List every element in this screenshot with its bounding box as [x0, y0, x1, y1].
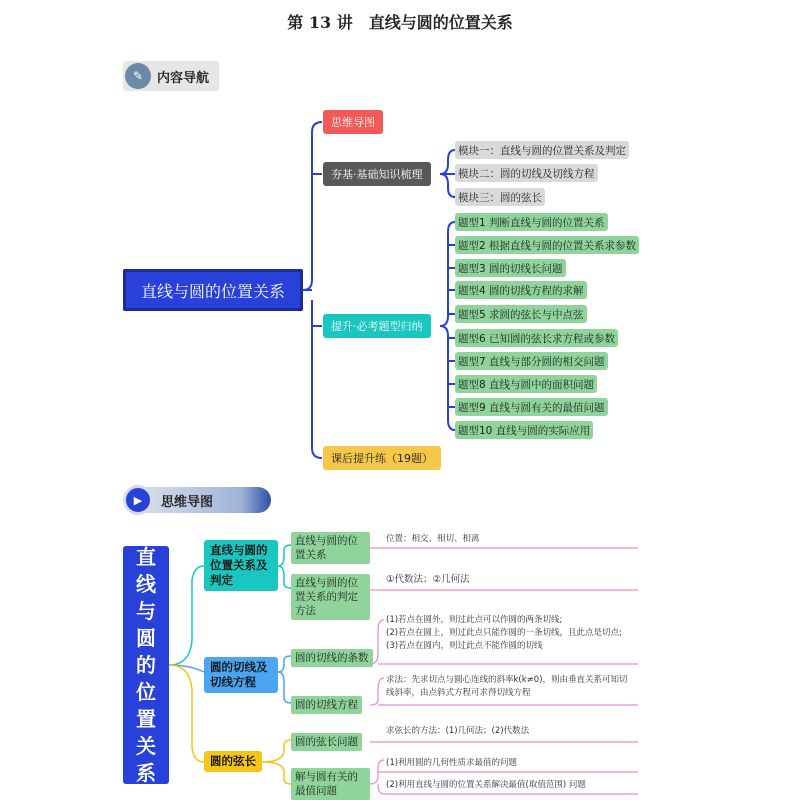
root-char: 关	[136, 733, 156, 758]
category-basics: 夯基·基础知识梳理	[323, 162, 431, 186]
subtopic-item: 直线与圆的位置关系	[291, 532, 370, 564]
type-item: 题型1 判断直线与圆的位置关系	[455, 213, 608, 231]
play-icon: ▶	[123, 485, 153, 515]
note-text: (1)若点在圆外，则过此点可以作圆的两条切线;	[386, 615, 563, 625]
type-item: 题型10 直线与圆的实际应用	[455, 421, 593, 439]
note-text: 线斜率，由点斜式方程可求得切线方程	[386, 688, 531, 698]
type-item: 题型7 直线与部分圆的相交问题	[455, 352, 608, 370]
note-text: (2)利用直线与圆的位置关系解决最值(取值范围) 问题	[386, 780, 586, 790]
note-text: ①代数法；②几何法	[386, 574, 470, 585]
type-item: 题型2 根据直线与圆的位置关系求参数	[455, 236, 639, 254]
type-item: 题型6 已知圆的弦长求方程或参数	[455, 329, 618, 347]
root-char: 的	[136, 652, 156, 677]
root-char: 位	[136, 679, 156, 704]
category-practice: 课后提升练（19题）	[323, 446, 441, 470]
note-text: 位置：相交、相切、相离	[386, 534, 480, 544]
root-char: 线	[136, 571, 156, 596]
root-char: 置	[136, 706, 156, 731]
branch-position-relation: 直线与圆的位置关系及判定	[204, 540, 278, 591]
mindmap-label: 思维导图	[161, 494, 214, 510]
content-nav-label: 内容导航	[157, 70, 210, 86]
subtopic-item: 直线与圆的位置关系的判定方法	[291, 574, 370, 620]
root-char: 与	[136, 598, 156, 623]
root-char: 圆	[136, 625, 156, 650]
note-text: (3)若点在圆内，则过此点不能作圆的切线	[386, 641, 543, 651]
note-text: 求法：先求切点与圆心连线的斜率k(k≠0)，则由垂直关系可知切	[386, 675, 628, 685]
root-char: 系	[136, 760, 156, 785]
category-mindmap: 思维导图	[323, 110, 383, 134]
category-types: 提升·必考题型归纳	[323, 314, 431, 338]
branch-chord: 圆的弦长	[204, 751, 262, 772]
module-item: 模块二：圆的切线及切线方程	[455, 164, 598, 182]
note-text: (1)利用圆的几何性质求最值的问题	[386, 758, 518, 768]
page-title: 第 13 讲 直线与圆的位置关系	[287, 13, 513, 32]
note-text: 求弦长的方法：(1)几何法；(2)代数法	[386, 726, 530, 736]
type-item: 题型8 直线与圆中的面积问题	[455, 375, 597, 393]
subtopic-item: 解与圆有关的最值问题	[291, 768, 370, 800]
tag-icon: ✎	[125, 63, 151, 89]
subtopic-item: 圆的弦长问题	[291, 733, 362, 751]
branch-tangent: 圆的切线及切线方程	[204, 657, 278, 693]
type-item: 题型5 求圆的弦长与中点弦	[455, 305, 587, 323]
module-item: 模块三：圆的弦长	[455, 188, 545, 206]
mindmap-root	[123, 546, 169, 784]
module-item: 模块一：直线与圆的位置关系及判定	[455, 141, 629, 159]
subtopic-item: 圆的切线方程	[291, 696, 362, 714]
type-item: 题型3 圆的切线长问题	[455, 259, 566, 277]
type-item: 题型4 圆的切线方程的求解	[455, 281, 587, 299]
center-topic: 直线与圆的位置关系	[123, 269, 303, 311]
subtopic-item: 圆的切线的条数	[291, 649, 373, 667]
root-char: 直	[136, 544, 156, 569]
note-text: (2)若点在圆上，则过此点只能作圆的一条切线，且此点是切点;	[386, 628, 622, 638]
type-item: 题型9 直线与圆有关的最值问题	[455, 398, 608, 416]
